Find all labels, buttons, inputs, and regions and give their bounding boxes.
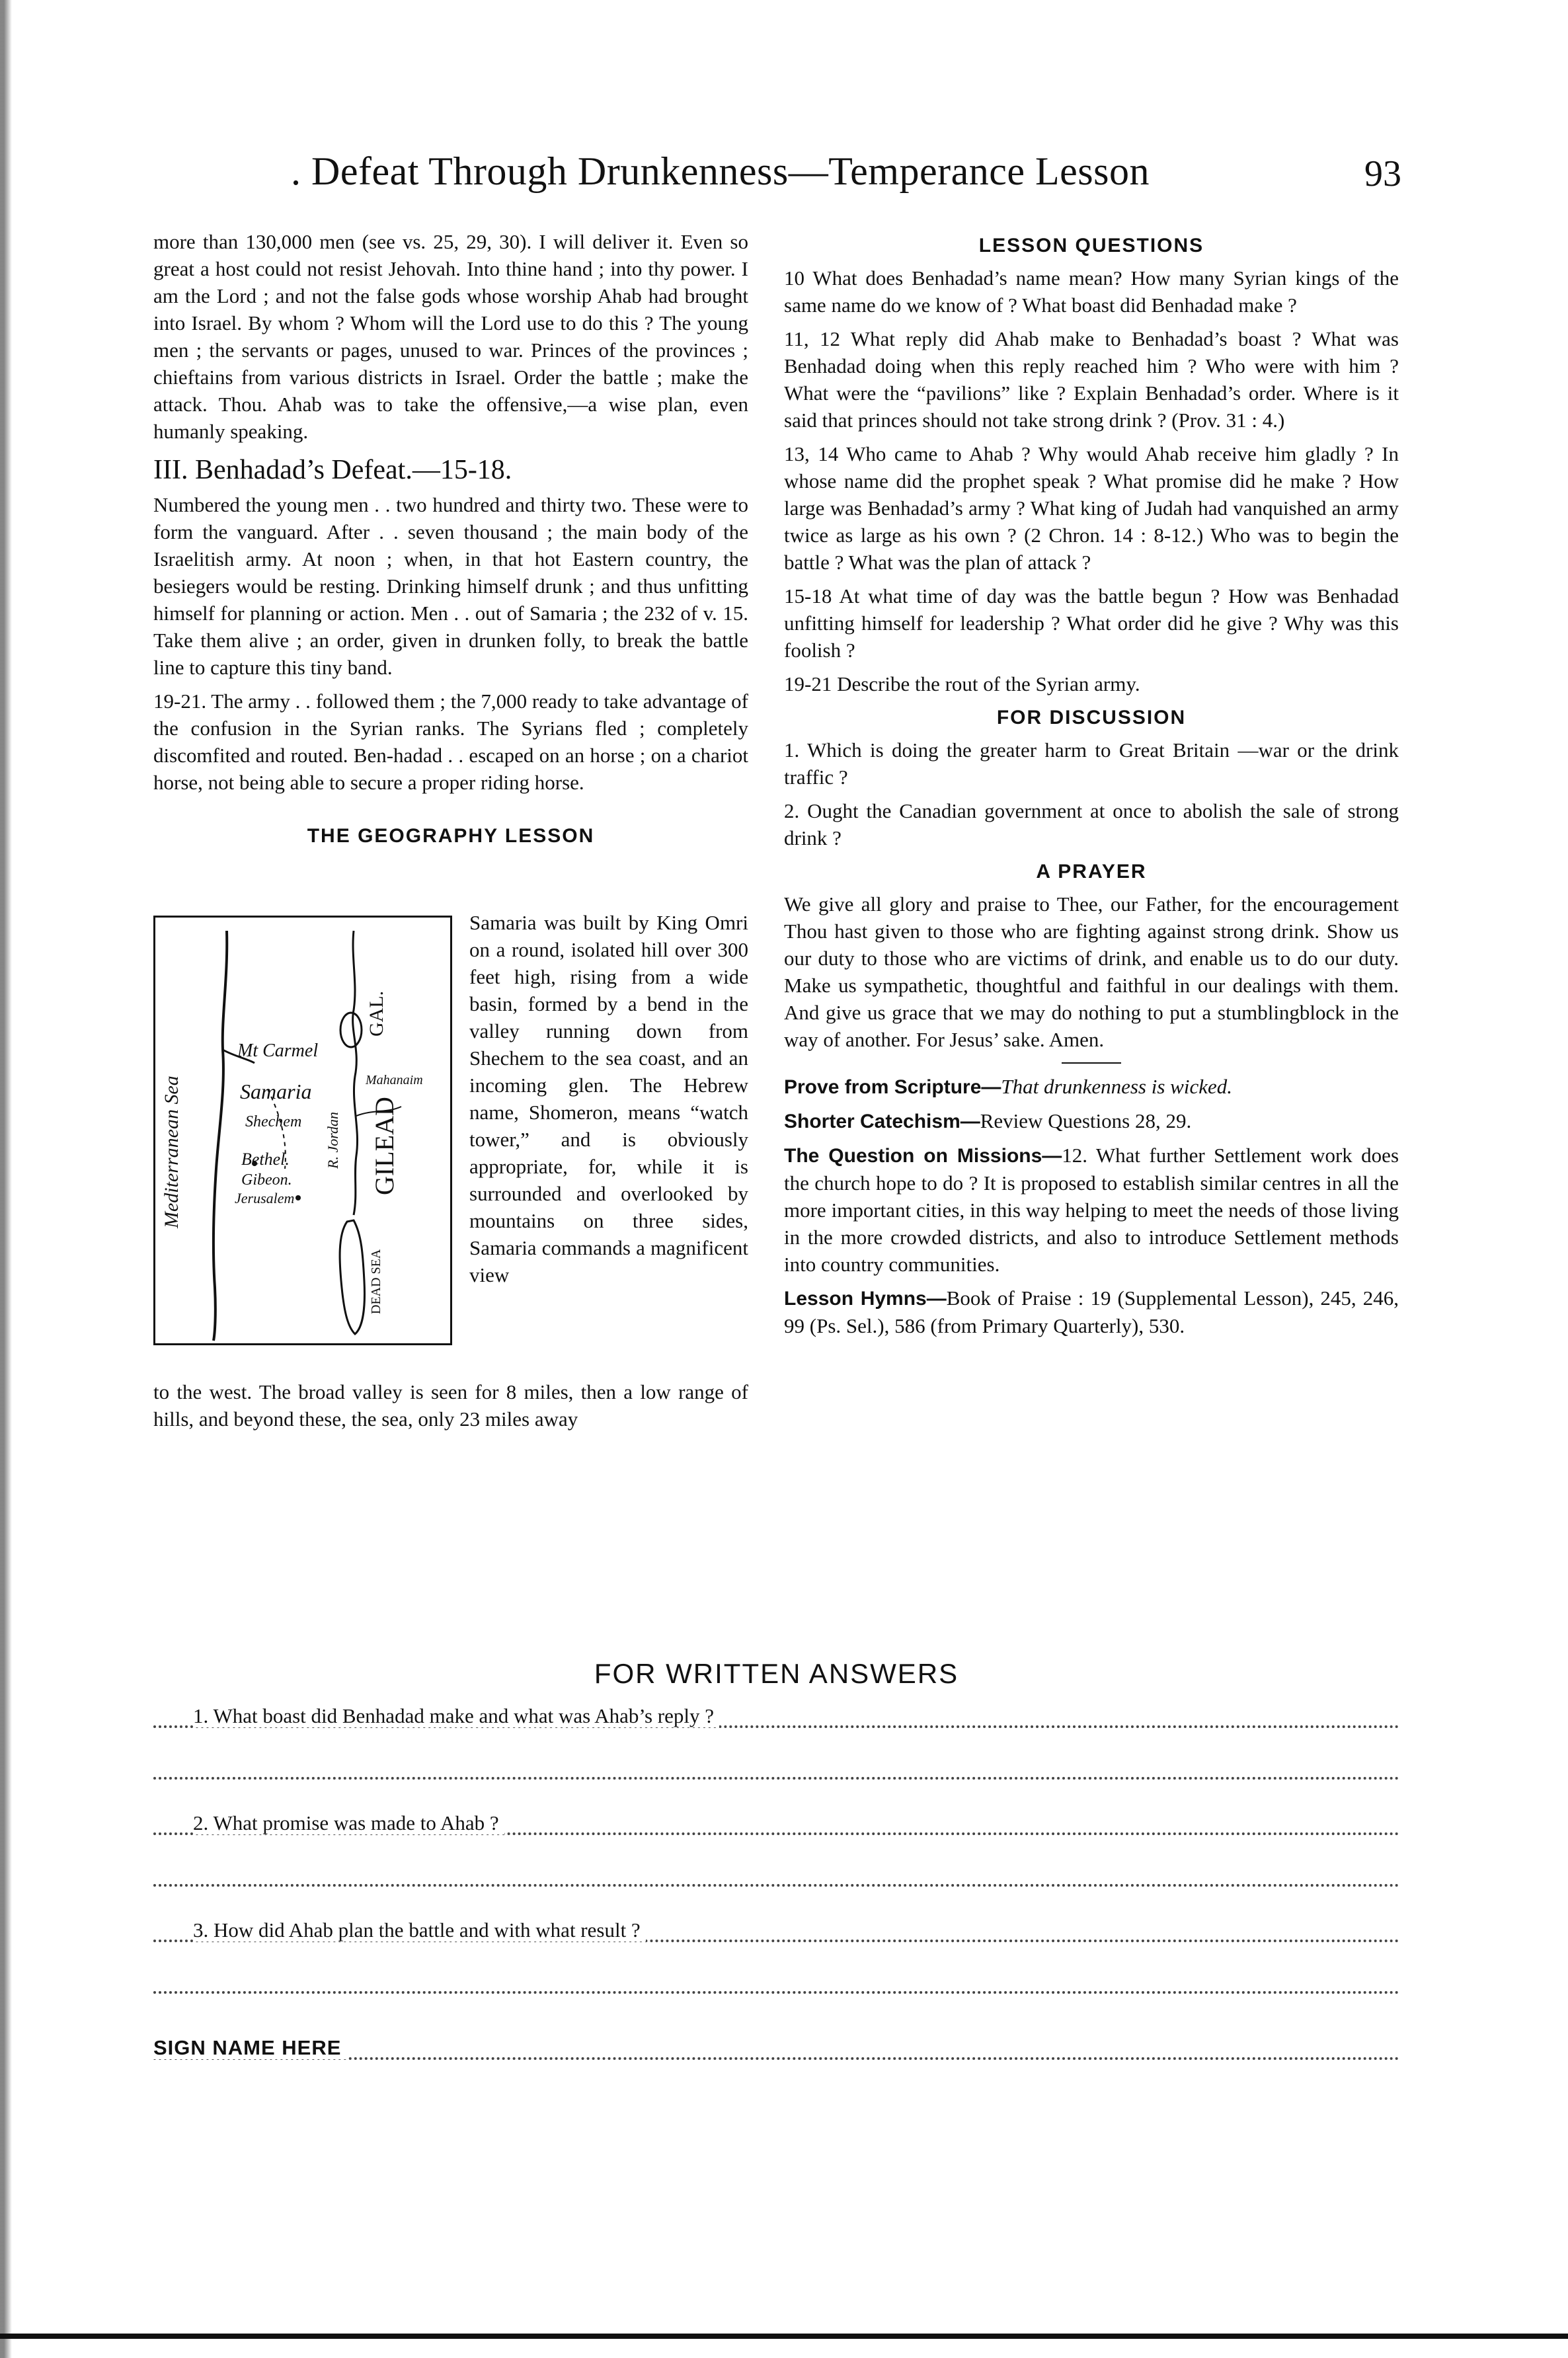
map-label-gilead: GILEAD	[370, 1097, 399, 1195]
question-text: 3. How did Ahab plan the battle and with what result ?	[193, 1918, 646, 1942]
right-column	[784, 228, 1399, 1346]
discussion-heading: FOR DISCUSSION	[996, 707, 1187, 728]
commentary-paragraph: 19-21. The army . . followed them ; the 7,000 ready to take advantage of the confusion in the Syrian ranks. The Syrians fled ; completely discomfited and routed. Ben-hadad . . escaped on an horse ; on a chariot horse, not being able to secure a proper riding horse.	[153, 689, 748, 794]
bottom-rule	[0, 2334, 1568, 2339]
scan-edge	[0, 0, 12, 2358]
jerusalem-dot	[295, 1195, 301, 1200]
geography-text: Samaria was built by King Omri on a round, isolated hill over 300 feet high, rising from a wide basin, formed by a bend in the valley running down from Shechem to the sea coast, and an incoming glen. The Hebrew name, Shomeron, means “watch tower,” and is obviously appropriate, for, while it is surrounded and overlooked by mountains on three sides, Samaria commands a magnificent view	[469, 911, 748, 1286]
dead-sea	[340, 1220, 364, 1334]
missions-text: 12. What further Settlement work does the church hope to do ? It is proposed to establish similar centres in all the more important cities, in this way helping to meet the needs of those living in the more crowded districts, and also to introduce Settlement methods into country communities.	[784, 1144, 1399, 1276]
map-label-jordan: R. Jordan	[325, 1112, 341, 1169]
answer-line[interactable]	[153, 1844, 1399, 1896]
map-label-galilee: GAL.	[366, 990, 387, 1037]
sign-name-label: SIGN NAME HERE	[153, 2036, 346, 2059]
written-answers-section	[153, 1658, 1399, 2069]
prove-label: Prove from Scripture—	[784, 1076, 1001, 1098]
answer-question-1	[153, 1704, 1399, 1737]
sea-of-galilee	[340, 1013, 362, 1047]
hymns-label: Lesson Hymns—	[784, 1288, 947, 1310]
map-label-carmel: Mt Carmel	[237, 1041, 319, 1061]
page-number: 93	[1364, 153, 1401, 194]
geography-text-continued: to the west. The broad valley is seen for 8 miles, then a low range of hills, and beyond these, the sea, only 23 miles away	[153, 1380, 748, 1431]
missions-label: The Question on Missions—	[784, 1145, 1062, 1167]
jordan-river	[353, 931, 358, 1215]
commentary-paragraph: more than 130,000 men (see vs. 25, 29, 30). I will deliver it. Even so great a host could not resist Jehovah. Into thine hand ; into thy power. I am the Lord ; and not the false gods whose worship Ahab had brought into Israel. By whom ? Whom will the Lord use to do this ? The young men ; the servants or pages, unused to war. Princes of the provinces ; chieftains from various districts in Israel. Order the battle ; make the attack. Thou. Ahab was to take the offensive,—a wise plan, even humanly speaking.	[153, 230, 748, 443]
lesson-questions-heading: LESSON QUESTIONS	[978, 235, 1204, 256]
prayer-text: We give all glory and praise to Thee, our Father, for the encouragement Thou hast given to those who are fighting against strong drink. Show us our duty to those who are victims of drink, and enable us to do our duty. Make us sympathetic, thoughtful and faithful in our dealings with them. And give us grace that we may do nothing to put a stumblingblock in the way of another. For Jesus’ sake. Amen.	[784, 892, 1399, 1051]
written-answers-title: FOR WRITTEN ANSWERS	[594, 1658, 959, 1689]
question-text: 2. What promise was made to Ahab ?	[193, 1811, 504, 1834]
prove-text: That drunkenness is wicked.	[1001, 1075, 1232, 1098]
question-paragraph: 19-21 Describe the rout of the Syrian army.	[784, 672, 1140, 695]
question-paragraph: 15-18 At what time of day was the battle begun ? How was Benhadad unfitting himself for leadership ? What order did he give ? Why was this foolish ?	[784, 584, 1399, 662]
question-paragraph: 11, 12 What reply did Ahab make to Benhadad’s boast ? What was Benhadad doing when this reply reached him ? Who were with him ? What were the “pavilions” like ? Explain Benhadad’s order. Where is it said that princes should not take strong drink ? (Prov. 31 : 4.)	[784, 327, 1399, 432]
map-figure	[153, 916, 452, 1345]
map-label-gibeon: Gibeon.	[241, 1171, 292, 1189]
prayer-heading: A PRAYER	[1036, 861, 1147, 883]
discussion-item: 2. Ought the Canadian government at once to abolish the sale of strong drink ?	[784, 799, 1399, 849]
map-label-samaria: Samaria	[240, 1080, 312, 1103]
question-paragraph: 10 What does Benhadad’s name mean? How many Syrian kings of the same name do we know of ? What boast did Benhadad make ?	[784, 266, 1399, 317]
answer-question-3	[153, 1918, 1399, 1951]
geography-heading: THE GEOGRAPHY LESSON	[307, 825, 595, 847]
map-label-shechem: Shechem	[245, 1113, 302, 1130]
map-drawing	[155, 918, 450, 1343]
sign-name-line[interactable]	[153, 2036, 1399, 2069]
page-header	[291, 149, 1401, 208]
map-label-bethel: Bethel.	[241, 1150, 290, 1169]
coastline	[214, 931, 227, 1341]
catechism-text: Review Questions 28, 29.	[980, 1109, 1192, 1132]
prove-from-scripture	[784, 1073, 1399, 1101]
map-label-jerusalem: Jerusalem	[235, 1190, 295, 1206]
divider	[1062, 1062, 1121, 1064]
running-title: . Defeat Through Drunkenness—Temperance Lesson	[291, 149, 1150, 193]
left-column	[153, 228, 748, 1431]
question-text: 1. What boast did Benhadad make and what was Ahab’s reply ?	[193, 1704, 719, 1727]
section-heading: III. Benhadad’s Defeat.—15-18.	[153, 455, 512, 485]
catechism-label: Shorter Catechism—	[784, 1111, 980, 1132]
map-label-mahanaim: Mahanaim	[366, 1073, 423, 1087]
shorter-catechism	[784, 1107, 1399, 1135]
answer-line[interactable]	[153, 1737, 1399, 1789]
missions-question	[784, 1142, 1399, 1278]
commentary-paragraph: Numbered the young men . . two hundred and thirty two. These were to form the vanguard. After . . seven thousand ; the main body of the Israelitish army. At noon ; when, in that hot Eastern country, the besiegers would be resting. Drinking himself drunk ; and thus unfitting himself for planning or action. Men . . out of Samaria ; the 232 of v. 15. Take them alive ; an order, given in drunken folly, to break the battle line to capture this tiny band.	[153, 493, 748, 679]
answer-line[interactable]	[153, 1951, 1399, 2003]
question-paragraph: 13, 14 Who came to Ahab ? Why would Ahab receive him gladly ? In whose name did the prophet speak ? What promise did he make ? How large was Benhadad’s army ? What king of Judah had vanquished an army twice as large as his own ? (2 Chron. 14 : 8-12.) Who was to begin the battle ? What was the plan of attack ?	[784, 442, 1399, 574]
answer-question-2	[153, 1811, 1399, 1844]
discussion-item: 1. Which is doing the greater harm to Great Britain —war or the drink traffic ?	[784, 738, 1399, 789]
hymns-text: Book of Praise : 19 (Supplemental Lesson), 245, 246, 99 (Ps. Sel.), 586 (from Primary Quarterly), 530.	[784, 1286, 1399, 1337]
map-label-sea: Mediterranean Sea	[161, 1076, 182, 1228]
map-label-dead-sea: DEAD SEA	[369, 1249, 383, 1314]
lesson-hymns	[784, 1284, 1399, 1339]
geography-block	[153, 869, 748, 1431]
